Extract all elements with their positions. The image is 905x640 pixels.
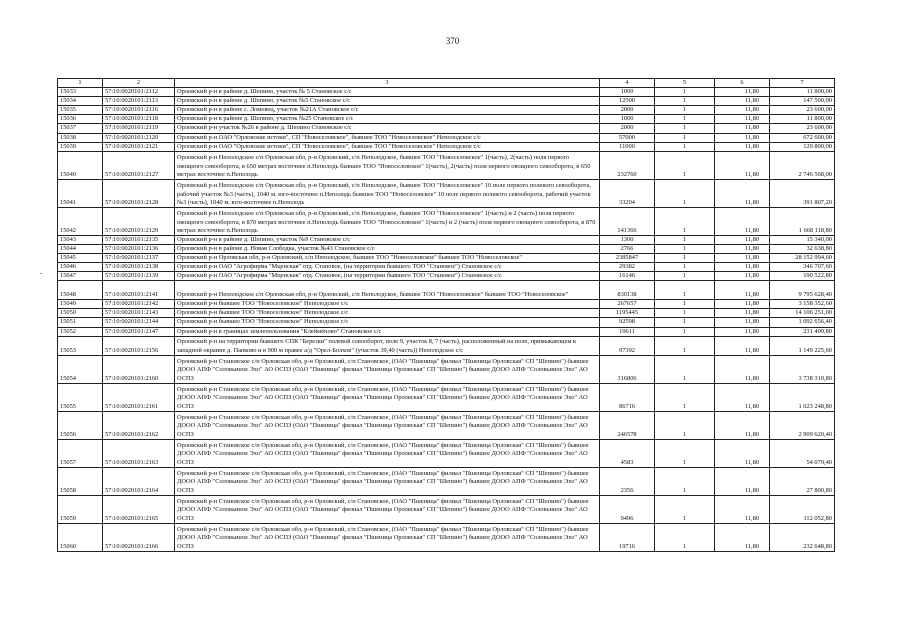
quantity-cell: 1 — [655, 309, 715, 318]
area-cell: 1195445 — [600, 309, 655, 318]
area-cell: 232760 — [600, 151, 655, 179]
location-description-cell: Орловский р-н ОАО "Агрофирма "Мценская" отд. Становое, (на территории бывшего ТОО "Становое") Становское с/с — [175, 272, 600, 281]
rate-cell: 11,80 — [715, 411, 770, 439]
rate-cell: 11,80 — [715, 97, 770, 106]
cadastral-number-cell: 57:10:0020101:2139 — [103, 272, 175, 281]
rate-cell: 11,80 — [715, 207, 770, 235]
record-number-cell: 15060 — [58, 523, 103, 551]
location-description-cell: Орловский р-н в районе д. Новая Слободка, участок №43 Становское с/с — [175, 244, 600, 253]
cadastral-number-cell: 57:10:0020101:2143 — [103, 309, 175, 318]
quantity-cell: 1 — [655, 263, 715, 272]
rate-cell: 11,80 — [715, 235, 770, 244]
cadastral-number-cell: 57:10:0020101:2116 — [103, 106, 175, 115]
cadastral-number-cell: 57:10:0020101:2136 — [103, 244, 175, 253]
location-description-cell: Орловский р-н Неполодское с/п Орловская обл, р-н Орловский, с/п Неполодское, бывшее ТОО "Новоселовское" 10 поле первого полевого севооборота, рабочий участок №3 (часть), 1040 м. юго-восточнее п.Неполодь бывшее ТОО "Новоселовское" 10 поле первого полевого севооборота, рабочий участок №3 (часть), 1040 м. юго-восточнее п.Неполодь — [175, 179, 600, 207]
amount-cell: 346 707,60 — [770, 263, 835, 272]
area-cell: 57000 — [600, 133, 655, 142]
table-row — [58, 272, 835, 281]
table-row — [58, 300, 835, 309]
amount-cell: 9 795 628,40 — [770, 281, 835, 300]
table-row — [58, 336, 835, 355]
rate-cell: 11,80 — [715, 106, 770, 115]
cadastral-number-cell: 57:10:0020101:2138 — [103, 263, 175, 272]
column-header: 3 — [175, 79, 600, 88]
rate-cell: 11,80 — [715, 151, 770, 179]
area-cell: 11000 — [600, 142, 655, 151]
cadastral-number-cell: 57:10:0020101:2141 — [103, 281, 175, 300]
rate-cell: 11,80 — [715, 523, 770, 551]
record-number-cell: 15041 — [58, 179, 103, 207]
amount-cell: 112 052,80 — [770, 495, 835, 523]
rate-cell: 11,80 — [715, 272, 770, 281]
location-description-cell: Орловский р-н участок №26 в районе д. Шепино Становское с/с — [175, 124, 600, 133]
location-description-cell: Орловский р-н Становское с/п Орловская обл, р-н Орловский, с/п Становское, (ОАО "Пшеница" филиал "Пшеница Орловская" СП "Шепино") бывшее ДООО АПФ "Соловьиное Эхо" АО ОСПЗ (ОАО "Пшеница" филиал "Пшеница Орловская" СП "Шепино") бывшее ДООО АПФ "Соловьиное Эхо" АО ОСПЗ — [175, 439, 600, 467]
quantity-cell: 1 — [655, 115, 715, 124]
quantity-cell: 1 — [655, 495, 715, 523]
record-number-cell: 15039 — [58, 142, 103, 151]
quantity-cell: 1 — [655, 327, 715, 336]
location-description-cell: Орловский р-н в районе д. Шепино, участок № 5 Становское с/с — [175, 88, 600, 97]
table-row — [58, 244, 835, 253]
column-header: 7 — [770, 79, 835, 88]
cadastral-number-cell: 57:10:0020101:2164 — [103, 467, 175, 495]
record-number-cell: 15049 — [58, 300, 103, 309]
quantity-cell: 1 — [655, 439, 715, 467]
column-header: 1 — [58, 79, 103, 88]
record-number-cell: 15054 — [58, 355, 103, 383]
rate-cell: 11,80 — [715, 383, 770, 411]
column-header: 2 — [103, 79, 175, 88]
location-description-cell: Орловский р-н Становское с/п Орловская обл, р-н Орловский, с/п Становское, (ОАО "Пшеница" филиал "Пшеница Орловская" СП "Шепино") бывшее ДООО АПФ "Соловьиное Эхо" АО ОСПЗ (ОАО "Пшеница" филиал "Пшеница Орловская" СП "Шепино") бывшее ДООО АПФ "Соловьиное Эхо" АО ОСПЗ — [175, 495, 600, 523]
quantity-cell: 1 — [655, 355, 715, 383]
amount-cell: 23 600,00 — [770, 106, 835, 115]
area-cell: 19716 — [600, 523, 655, 551]
rate-cell: 11,80 — [715, 244, 770, 253]
quantity-cell: 1 — [655, 97, 715, 106]
cadastral-number-cell: 57:10:0020101:2165 — [103, 495, 175, 523]
table-row — [58, 253, 835, 262]
amount-cell: 3 158 352,60 — [770, 300, 835, 309]
record-number-cell: 15058 — [58, 467, 103, 495]
land-plots-table — [57, 78, 835, 552]
location-description-cell: Орловский р-н ОАО "Орловские истоки", СП "Новоселовское", бывшее ТОО "Новоселовское" Неполодское с/с — [175, 142, 600, 151]
record-number-cell: 15050 — [58, 309, 103, 318]
amount-cell: 27 800,80 — [770, 467, 835, 495]
table-row — [58, 115, 835, 124]
quantity-cell: 1 — [655, 106, 715, 115]
amount-cell: 1 023 248,80 — [770, 383, 835, 411]
area-cell: 16146 — [600, 272, 655, 281]
header-row — [58, 79, 835, 88]
location-description-cell: Орловский р-н Неполодское с/п Орловская обл, р-н Орловский, с/п Неполодское, бывшее ТОО "Новоселовское" 1(часть) и 2 (часть) поля первого овощного севооборота, в 870 метрах восточнее п.Неполодь бывшее ТОО "Новоселовское" 1(часть) и 2 (часть) поля первого овощного севооборота, в 870 метрах восточнее п.Неполодь — [175, 207, 600, 235]
record-number-cell: 15047 — [58, 272, 103, 281]
record-number-cell: 15044 — [58, 244, 103, 253]
rate-cell: 11,80 — [715, 439, 770, 467]
margin-mark: - — [40, 269, 43, 277]
quantity-cell: 1 — [655, 300, 715, 309]
area-cell: 2385847 — [600, 253, 655, 262]
cadastral-number-cell: 57:10:0020101:2119 — [103, 124, 175, 133]
area-cell: 92598 — [600, 318, 655, 327]
location-description-cell: Орловский р-н в районе д. Шепино, участок №25 Становское с/с — [175, 115, 600, 124]
rate-cell: 11,80 — [715, 124, 770, 133]
area-cell: 1000 — [600, 115, 655, 124]
table-row — [58, 207, 835, 235]
location-description-cell: Орловский р-н в районе д. Шепино, участок №5 Становское с/с — [175, 97, 600, 106]
page-number: 370 — [445, 36, 460, 46]
location-description-cell: Орловский р-н Становское с/п Орловская обл, р-н Орловский, с/п Становское, (ОАО "Пшеница" филиал "Пшеница Орловская" СП "Шепино") бывшее ДООО АПФ "Соловьиное Эхо" АО ОСПЗ (ОАО "Пшеница" филиал "Пшеница Орловская" СП "Шепино") бывшее ДООО АПФ "Соловьиное Эхо" АО ОСПЗ — [175, 411, 600, 439]
area-cell: 1300 — [600, 235, 655, 244]
quantity-cell: 1 — [655, 336, 715, 355]
amount-cell: 2 746 568,00 — [770, 151, 835, 179]
table-row — [58, 124, 835, 133]
rate-cell: 11,80 — [715, 327, 770, 336]
cadastral-number-cell: 57:10:0020101:2142 — [103, 300, 175, 309]
location-description-cell: Орловский р-н бывшее ТОО "Новоселовское" Неполодское с/с — [175, 300, 600, 309]
rate-cell: 11,80 — [715, 318, 770, 327]
rate-cell: 11,80 — [715, 309, 770, 318]
cadastral-number-cell: 57:10:0020101:2144 — [103, 318, 175, 327]
amount-cell: 129 800,00 — [770, 142, 835, 151]
cadastral-number-cell: 57:10:0020101:2161 — [103, 383, 175, 411]
record-number-cell: 15035 — [58, 106, 103, 115]
amount-cell: 1 668 118,80 — [770, 207, 835, 235]
quantity-cell: 1 — [655, 88, 715, 97]
table-row — [58, 467, 835, 495]
quantity-cell: 1 — [655, 151, 715, 179]
location-description-cell: Орловский р-н бывшее ТОО "Новоселовское" Неполодское с/с — [175, 318, 600, 327]
amount-cell: 391 807,20 — [770, 179, 835, 207]
area-cell: 33204 — [600, 179, 655, 207]
record-number-cell: 15057 — [58, 439, 103, 467]
location-description-cell: Орловский р-н на территории бывшего СПК "Березки" полевой севооборот, поле 9, участок 8, 7 (часть), расположенный на поле, примыкающем к западной окраине д. Папково и в 900 м правее а/д "Орел-Болхов" (участок 39,40 (часть)) Неполодское с/с — [175, 336, 600, 355]
table-row — [58, 318, 835, 327]
location-description-cell: Орловский р-н Становское с/п Орловская обл, р-н Орловский, с/п Становское, (ОАО "Пшеница" филиал "Пшеница Орловская" СП "Шепино") бывшее ДООО АПФ "Соловьиное Эхо" АО ОСПЗ (ОАО "Пшеница" филиал "Пшеница Орловская" СП "Шепино") бывшее ДООО АПФ "Соловьиное Эхо" АО ОСПЗ — [175, 355, 600, 383]
area-cell: 9496 — [600, 495, 655, 523]
rate-cell: 11,80 — [715, 88, 770, 97]
amount-cell: 11 800,00 — [770, 115, 835, 124]
quantity-cell: 1 — [655, 133, 715, 142]
table-row — [58, 142, 835, 151]
column-header: 5 — [655, 79, 715, 88]
area-cell: 141366 — [600, 207, 655, 235]
location-description-cell: Орловский р-н ОАО "Агрофирма "Мценская" отд. Становое, (на территории бывшего ТОО "Становое") Становское с/с — [175, 263, 600, 272]
area-cell: 246578 — [600, 411, 655, 439]
cadastral-number-cell: 57:10:0020101:2120 — [103, 133, 175, 142]
amount-cell: 32 638,80 — [770, 244, 835, 253]
record-number-cell: 15033 — [58, 88, 103, 97]
rate-cell: 11,80 — [715, 355, 770, 383]
column-header: 4 — [600, 79, 655, 88]
record-number-cell: 15059 — [58, 495, 103, 523]
record-number-cell: 15037 — [58, 124, 103, 133]
cadastral-number-cell: 57:10:0020101:2147 — [103, 327, 175, 336]
amount-cell: 231 409,80 — [770, 327, 835, 336]
table-row — [58, 106, 835, 115]
cadastral-number-cell: 57:10:0020101:2127 — [103, 151, 175, 179]
location-description-cell: Орловский р-н Неполодское с/п Орловская обл, р-н Орловский, с/п Неполодское, бывшее ТОО "Новоселовское" 1(часть), 2(часть) поля первого овощного севооборота, в 650 метрах восточнее п.Неполодь бывшее ТОО "Новоселовское" 1(часть), 2(часть) поля первого овощного севооборота, в 650 метрах восточнее п.Неполодь — [175, 151, 600, 179]
record-number-cell: 15040 — [58, 151, 103, 179]
table-row — [58, 88, 835, 97]
rate-cell: 11,80 — [715, 133, 770, 142]
cadastral-number-cell: 57:10:0020101:2137 — [103, 253, 175, 262]
cadastral-number-cell: 57:10:0020101:2128 — [103, 179, 175, 207]
record-number-cell: 15042 — [58, 207, 103, 235]
rate-cell: 11,80 — [715, 495, 770, 523]
amount-cell: 28 152 994,60 — [770, 253, 835, 262]
area-cell: 267657 — [600, 300, 655, 309]
location-description-cell: Орловский р-н Неполодское с/п Орловская обл, р-н Орловский, с/п Неполодское, бывшее ТОО "Новоселовское" бывшее ТОО "Новоселовское" — [175, 281, 600, 300]
area-cell: 2000 — [600, 106, 655, 115]
table-row — [58, 495, 835, 523]
amount-cell: 672 600,00 — [770, 133, 835, 142]
amount-cell: 3 738 310,80 — [770, 355, 835, 383]
area-cell: 2356 — [600, 467, 655, 495]
location-description-cell: Орловский р-н ОАО "Орловские истоки", СП "Новоселовское", бывшее ТОО "Новоселовское" Неполодское с/с — [175, 133, 600, 142]
area-cell: 19611 — [600, 327, 655, 336]
area-cell: 316806 — [600, 355, 655, 383]
rate-cell: 11,80 — [715, 300, 770, 309]
amount-cell: 1 092 656,40 — [770, 318, 835, 327]
cadastral-number-cell: 57:10:0020101:2129 — [103, 207, 175, 235]
rate-cell: 11,80 — [715, 467, 770, 495]
quantity-cell: 1 — [655, 244, 715, 253]
amount-cell: 190 522,80 — [770, 272, 835, 281]
table-row — [58, 327, 835, 336]
table-row — [58, 263, 835, 272]
table-row — [58, 235, 835, 244]
amount-cell: 23 600,00 — [770, 124, 835, 133]
cadastral-number-cell: 57:10:0020101:2135 — [103, 235, 175, 244]
cadastral-number-cell: 57:10:0020101:2121 — [103, 142, 175, 151]
record-number-cell: 15048 — [58, 281, 103, 300]
location-description-cell: Орловский р-н Орловская обл, р-н Орловский, с/п Неполодское, бывшее ТОО "Новоселовское" бывшее ТОО "Новоселовское" — [175, 253, 600, 262]
amount-cell: 15 340,00 — [770, 235, 835, 244]
location-description-cell: Орловский р-н бывшее ТОО "Новоселовское" Неполодское с/с — [175, 309, 600, 318]
amount-cell: 2 909 620,40 — [770, 411, 835, 439]
area-cell: 2766 — [600, 244, 655, 253]
location-description-cell: Орловский р-н Становское с/п Орловская обл, р-н Орловский, с/п Становское, (ОАО "Пшеница" филиал "Пшеница Орловская" СП "Шепино") бывшее ДООО АПФ "Соловьиное Эхо" АО ОСПЗ (ОАО "Пшеница" филиал "Пшеница Орловская" СП "Шепино") бывшее ДООО АПФ "Соловьиное Эхо" АО ОСПЗ — [175, 523, 600, 551]
cadastral-number-cell: 57:10:0020101:2166 — [103, 523, 175, 551]
quantity-cell: 1 — [655, 281, 715, 300]
location-description-cell: Орловский р-н в районе с. Ломовец, участок №21А Становское с/с — [175, 106, 600, 115]
record-number-cell: 15034 — [58, 97, 103, 106]
record-number-cell: 15052 — [58, 327, 103, 336]
table-row — [58, 523, 835, 551]
area-cell: 2000 — [600, 124, 655, 133]
table-row — [58, 281, 835, 300]
record-number-cell: 15038 — [58, 133, 103, 142]
table-row — [58, 411, 835, 439]
table-row — [58, 309, 835, 318]
amount-cell: 232 648,80 — [770, 523, 835, 551]
cadastral-number-cell: 57:10:0020101:2163 — [103, 439, 175, 467]
record-number-cell: 15046 — [58, 263, 103, 272]
amount-cell: 1 149 225,60 — [770, 336, 835, 355]
quantity-cell: 1 — [655, 411, 715, 439]
record-number-cell: 15045 — [58, 253, 103, 262]
cadastral-number-cell: 57:10:0020101:2162 — [103, 411, 175, 439]
location-description-cell: Орловский р-н Становское с/п Орловская обл, р-н Орловский, с/п Становское, (ОАО "Пшеница" филиал "Пшеница Орловская" СП "Шепино") бывшее ДООО АПФ "Соловьиное Эхо" АО ОСПЗ (ОАО "Пшеница" филиал "Пшеница Орловская" СП "Шепино") бывшее ДООО АПФ "Соловьиное Эхо" АО ОСПЗ — [175, 467, 600, 495]
quantity-cell: 1 — [655, 272, 715, 281]
location-description-cell: Орловский р-н в границах землепользования "Клеймёново" Становское с/с — [175, 327, 600, 336]
quantity-cell: 1 — [655, 124, 715, 133]
quantity-cell: 1 — [655, 207, 715, 235]
rate-cell: 11,80 — [715, 142, 770, 151]
cadastral-number-cell: 57:10:0020101:2113 — [103, 97, 175, 106]
cadastral-number-cell: 57:10:0020101:2118 — [103, 115, 175, 124]
quantity-cell: 1 — [655, 383, 715, 411]
rate-cell: 11,80 — [715, 115, 770, 124]
record-number-cell: 15056 — [58, 411, 103, 439]
quantity-cell: 1 — [655, 523, 715, 551]
quantity-cell: 1 — [655, 318, 715, 327]
cadastral-number-cell: 57:10:0020101:2112 — [103, 88, 175, 97]
area-cell: 29382 — [600, 263, 655, 272]
amount-cell: 11 800,00 — [770, 88, 835, 97]
table-row — [58, 439, 835, 467]
area-cell: 86716 — [600, 383, 655, 411]
table-row — [58, 151, 835, 179]
cadastral-number-cell: 57:10:0020101:2156 — [103, 336, 175, 355]
table-row — [58, 383, 835, 411]
location-description-cell: Орловский р-н в районе д. Шепино, участок №9 Становское с/с — [175, 235, 600, 244]
area-cell: 12500 — [600, 97, 655, 106]
location-description-cell: Орловский р-н Становское с/п Орловская обл, р-н Орловский, с/п Становское, (ОАО "Пшеница" филиал "Пшеница Орловская" СП "Шепино") бывшее ДООО АПФ "Соловьиное Эхо" АО ОСПЗ (ОАО "Пшеница" филиал "Пшеница Орловская" СП "Шепино") бывшее ДООО АПФ "Соловьиное Эхо" АО ОСПЗ — [175, 383, 600, 411]
area-cell: 97392 — [600, 336, 655, 355]
table-row — [58, 179, 835, 207]
quantity-cell: 1 — [655, 142, 715, 151]
cadastral-number-cell: 57:10:0020101:2160 — [103, 355, 175, 383]
rate-cell: 11,80 — [715, 263, 770, 272]
record-number-cell: 15036 — [58, 115, 103, 124]
amount-cell: 147 500,00 — [770, 97, 835, 106]
amount-cell: 14 106 251,00 — [770, 309, 835, 318]
area-cell: 1000 — [600, 88, 655, 97]
area-cell: 830138 — [600, 281, 655, 300]
record-number-cell: 15051 — [58, 318, 103, 327]
quantity-cell: 1 — [655, 467, 715, 495]
table-row — [58, 97, 835, 106]
amount-cell: 54 079,40 — [770, 439, 835, 467]
record-number-cell: 15055 — [58, 383, 103, 411]
table-row — [58, 133, 835, 142]
record-number-cell: 15043 — [58, 235, 103, 244]
rate-cell: 11,80 — [715, 281, 770, 300]
rate-cell: 11,80 — [715, 179, 770, 207]
quantity-cell: 1 — [655, 235, 715, 244]
quantity-cell: 1 — [655, 179, 715, 207]
table-row — [58, 355, 835, 383]
record-number-cell: 15053 — [58, 336, 103, 355]
quantity-cell: 1 — [655, 253, 715, 262]
rate-cell: 11,80 — [715, 336, 770, 355]
column-header: 6 — [715, 79, 770, 88]
area-cell: 4583 — [600, 439, 655, 467]
rate-cell: 11,80 — [715, 253, 770, 262]
